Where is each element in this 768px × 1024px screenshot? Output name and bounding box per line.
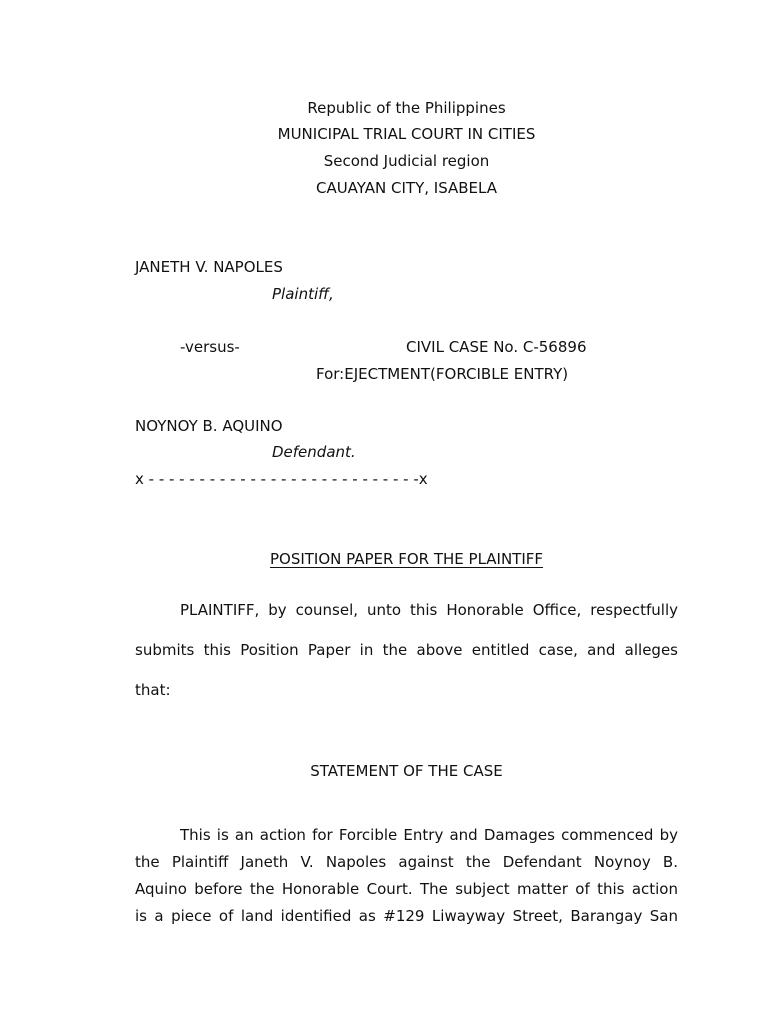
defendant-name: NOYNOY B. AQUINO (135, 417, 283, 435)
header-republic: Republic of the Philippines (307, 99, 506, 117)
plaintiff-name: JANETH V. NAPOLES (135, 258, 283, 276)
case-number: CIVIL CASE No. C-56896 (406, 338, 587, 356)
case-nature: For:EJECTMENT(FORCIBLE ENTRY) (316, 365, 569, 383)
header-city: CAUAYAN CITY, ISABELA (315, 179, 498, 197)
caption-separator: x - - - - - - - - - - - - - - - - - - - - - - - - - - -x (135, 470, 428, 488)
intro-line-1: PLAINTIFF, by counsel, unto this Honorable Office, respectfully (180, 601, 678, 619)
statement-line-4: is a piece of land identified as #129 Liwayway Street, Barangay San (135, 907, 678, 925)
statement-line-1: This is an action for Forcible Entry and Damages commenced by (180, 826, 678, 844)
intro-line-2: submits this Position Paper in the above entitled case, and alleges (135, 641, 678, 659)
header-court: MUNICIPAL TRIAL COURT IN CITIES (277, 125, 536, 143)
statement-line-3: Aquino before the Honorable Court. The subject matter of this action (135, 880, 678, 898)
defendant-label: Defendant. (272, 443, 356, 461)
intro-line-3: that: (135, 681, 171, 699)
document-title: POSITION PAPER FOR THE PLAINTIFF (269, 550, 544, 568)
section-heading: STATEMENT OF THE CASE (310, 762, 503, 780)
plaintiff-label: Plaintiff, (272, 285, 334, 303)
versus-text: -versus- (180, 338, 240, 356)
header-region: Second Judicial region (323, 152, 490, 170)
statement-line-2: the Plaintiff Janeth V. Napoles against the Defendant Noynoy B. (135, 853, 678, 871)
